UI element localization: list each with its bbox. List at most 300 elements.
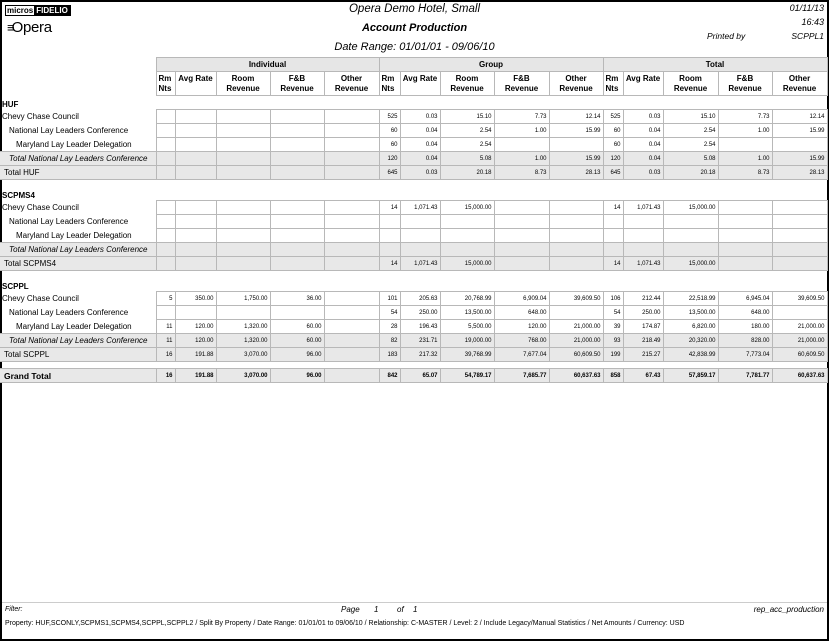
cell-grp-rm-nts: 14 xyxy=(379,257,400,271)
cell-ind-room-revenue xyxy=(216,110,270,124)
cell-tot-rm-nts: 39 xyxy=(603,320,623,334)
cell-grp-other-revenue xyxy=(549,257,603,271)
cell-grp-other-revenue: 15.99 xyxy=(549,152,603,166)
cell-ind-room-revenue xyxy=(216,257,270,271)
cell-ind-room-revenue: 3,070.00 xyxy=(216,369,270,383)
table-row xyxy=(0,306,827,320)
cell-ind-fb-revenue xyxy=(270,229,324,243)
cell-grp-room-revenue: 19,000.00 xyxy=(440,334,494,348)
cell-tot-room-revenue: 6,820.00 xyxy=(663,320,718,334)
cell-ind-other-revenue xyxy=(324,138,379,152)
row-label: Chevy Chase Council xyxy=(2,294,79,303)
cell-grp-fb-revenue: 768.00 xyxy=(494,334,549,348)
page-label: Page xyxy=(341,605,360,614)
cell-tot-other-revenue xyxy=(772,306,827,320)
col-header-line2: Revenue xyxy=(226,83,260,93)
cell-ind-rm-nts xyxy=(156,229,175,243)
cell-tot-other-revenue: 28.13 xyxy=(772,166,827,180)
cell-tot-room-revenue: 2.54 xyxy=(663,138,718,152)
cell-ind-rm-nts xyxy=(156,257,175,271)
cell-ind-avg-rate xyxy=(175,243,216,257)
footer-divider xyxy=(2,602,827,603)
col-header-line2: Revenue xyxy=(559,83,593,93)
row-label: National Lay Leaders Conference xyxy=(9,308,129,317)
cell-grp-avg-rate xyxy=(400,215,440,229)
cell-ind-fb-revenue xyxy=(270,138,324,152)
col-header-group-other-revenue xyxy=(549,72,603,96)
cell-grp-room-revenue: 5,500.00 xyxy=(440,320,494,334)
col-header-total-room-revenue xyxy=(663,72,718,96)
cell-ind-fb-revenue: 60.00 xyxy=(270,320,324,334)
cell-tot-avg-rate: 212.44 xyxy=(623,292,663,306)
page-of-label: of xyxy=(397,605,404,614)
cell-grp-room-revenue: 15,000.00 xyxy=(440,201,494,215)
section-header-row xyxy=(0,278,827,292)
cell-grp-avg-rate: 65.07 xyxy=(400,369,440,383)
cell-tot-other-revenue xyxy=(772,215,827,229)
cell-tot-fb-revenue xyxy=(718,215,772,229)
cell-tot-fb-revenue xyxy=(718,243,772,257)
cell-grp-fb-revenue xyxy=(494,138,549,152)
cell-tot-other-revenue: 15.99 xyxy=(772,152,827,166)
cell-ind-rm-nts xyxy=(156,138,175,152)
cell-ind-avg-rate xyxy=(175,110,216,124)
row-label: Total SCPMS4 xyxy=(0,257,156,271)
col-header-group-avg-rate xyxy=(400,72,440,96)
group-header-row xyxy=(0,58,827,72)
cell-grp-rm-nts: 14 xyxy=(379,201,400,215)
col-header-total-avg-rate xyxy=(623,72,663,96)
group-header-total: Total xyxy=(603,58,827,72)
cell-ind-avg-rate: 191.88 xyxy=(175,369,216,383)
grand-total-row xyxy=(0,369,827,383)
report-body xyxy=(0,96,827,383)
cell-ind-room-revenue xyxy=(216,243,270,257)
cell-tot-rm-nts: 106 xyxy=(603,292,623,306)
opera-wing-icon: ≡ xyxy=(7,20,12,35)
cell-ind-avg-rate xyxy=(175,229,216,243)
cell-tot-avg-rate: 215.27 xyxy=(623,348,663,362)
cell-ind-fb-revenue xyxy=(270,257,324,271)
row-label: Chevy Chase Council xyxy=(2,112,79,121)
row-label: Maryland Lay Leader Delegation xyxy=(16,230,132,240)
table-row xyxy=(0,229,827,243)
cell-grp-other-revenue xyxy=(549,243,603,257)
cell-tot-rm-nts xyxy=(603,215,623,229)
cell-grp-avg-rate: 250.00 xyxy=(400,306,440,320)
printed-by-user: SCPPL1 xyxy=(791,31,824,41)
cell-grp-rm-nts: 525 xyxy=(379,110,400,124)
cell-tot-fb-revenue xyxy=(718,229,772,243)
cell-grp-avg-rate: 0.03 xyxy=(400,110,440,124)
cell-tot-room-revenue: 13,500.00 xyxy=(663,306,718,320)
cell-ind-fb-revenue xyxy=(270,215,324,229)
cell-grp-fb-revenue: 648.00 xyxy=(494,306,549,320)
col-header-line1: Avg Rate xyxy=(402,74,438,83)
cell-ind-fb-revenue: 60.00 xyxy=(270,334,324,348)
row-label: Maryland Lay Leader Delegation xyxy=(16,321,132,331)
row-label: National Lay Leaders Conference xyxy=(9,217,129,226)
cell-ind-avg-rate: 120.00 xyxy=(175,334,216,348)
cell-tot-room-revenue: 22,518.99 xyxy=(663,292,718,306)
cell-ind-rm-nts xyxy=(156,215,175,229)
page-number: 1 xyxy=(374,605,379,614)
cell-ind-other-revenue xyxy=(324,229,379,243)
print-time: 16:43 xyxy=(801,17,824,27)
cell-tot-other-revenue: 21,000.00 xyxy=(772,320,827,334)
table-row xyxy=(0,110,827,124)
cell-ind-rm-nts: 16 xyxy=(156,348,175,362)
cell-tot-avg-rate xyxy=(623,229,663,243)
cell-ind-rm-nts xyxy=(156,110,175,124)
row-label: National Lay Leaders Conference xyxy=(9,126,129,135)
cell-grp-rm-nts: 60 xyxy=(379,138,400,152)
cell-tot-avg-rate xyxy=(623,215,663,229)
cell-grp-room-revenue: 20.18 xyxy=(440,166,494,180)
cell-tot-avg-rate: 218.49 xyxy=(623,334,663,348)
col-header-group-room-revenue xyxy=(440,72,494,96)
col-header-total-other-revenue xyxy=(772,72,827,96)
cell-ind-other-revenue xyxy=(324,320,379,334)
col-header-line2: Nts xyxy=(158,83,172,93)
cell-tot-room-revenue: 20,320.00 xyxy=(663,334,718,348)
cell-grp-other-revenue: 21,000.00 xyxy=(549,320,603,334)
col-header-individual-room-revenue xyxy=(216,72,270,96)
cell-grp-avg-rate: 0.04 xyxy=(400,138,440,152)
cell-ind-other-revenue xyxy=(324,243,379,257)
report-name: rep_acc_production xyxy=(753,605,824,614)
col-header-line2: Revenue xyxy=(782,83,817,93)
cell-grp-avg-rate: 0.03 xyxy=(400,166,440,180)
subtotal-row xyxy=(0,152,827,166)
col-header-line2: Revenue xyxy=(728,83,762,93)
cell-grp-avg-rate: 231.71 xyxy=(400,334,440,348)
cell-ind-rm-nts xyxy=(156,166,175,180)
cell-grp-room-revenue: 15,000.00 xyxy=(440,257,494,271)
cell-grp-other-revenue: 12.14 xyxy=(549,110,603,124)
cell-ind-avg-rate xyxy=(175,201,216,215)
cell-tot-avg-rate: 0.03 xyxy=(623,110,663,124)
date-range: Date Range: 01/01/01 - 09/06/10 xyxy=(334,41,495,53)
cell-ind-other-revenue xyxy=(324,166,379,180)
cell-ind-room-revenue xyxy=(216,138,270,152)
cell-grp-avg-rate: 1,071.43 xyxy=(400,257,440,271)
cell-grp-avg-rate: 217.32 xyxy=(400,348,440,362)
cell-grp-rm-nts: 54 xyxy=(379,306,400,320)
cell-tot-fb-revenue xyxy=(718,257,772,271)
col-header-line1: Rm xyxy=(381,73,395,83)
cell-tot-other-revenue: 39,609.50 xyxy=(772,292,827,306)
table-row xyxy=(0,201,827,215)
cell-grp-other-revenue xyxy=(549,138,603,152)
cell-tot-fb-revenue: 7.73 xyxy=(718,110,772,124)
col-header-line1: Rm xyxy=(158,73,172,83)
cell-ind-room-revenue: 3,070.00 xyxy=(216,348,270,362)
cell-tot-room-revenue: 15.10 xyxy=(663,110,718,124)
cell-grp-avg-rate: 196.43 xyxy=(400,320,440,334)
cell-grp-fb-revenue: 8.73 xyxy=(494,166,549,180)
cell-grp-fb-revenue: 120.00 xyxy=(494,320,549,334)
col-header-individual-rm-nts xyxy=(156,72,175,96)
cell-grp-fb-revenue: 7,677.04 xyxy=(494,348,549,362)
cell-grp-rm-nts: 28 xyxy=(379,320,400,334)
col-header-line2: Nts xyxy=(605,83,619,93)
section-header-row xyxy=(0,187,827,201)
col-header-group-rm-nts xyxy=(379,72,400,96)
table-row xyxy=(0,292,827,306)
cell-grp-room-revenue: 13,500.00 xyxy=(440,306,494,320)
spacer-cell xyxy=(0,362,827,369)
cell-ind-fb-revenue: 36.00 xyxy=(270,292,324,306)
cell-ind-room-revenue xyxy=(216,215,270,229)
cell-ind-room-revenue: 1,750.00 xyxy=(216,292,270,306)
cell-tot-avg-rate: 0.04 xyxy=(623,138,663,152)
cell-ind-fb-revenue xyxy=(270,201,324,215)
cell-ind-room-revenue xyxy=(216,201,270,215)
cell-grp-other-revenue: 60,637.63 xyxy=(549,369,603,383)
cell-tot-fb-revenue: 828.00 xyxy=(718,334,772,348)
row-label: Total National Lay Leaders Conference xyxy=(0,334,156,348)
cell-ind-rm-nts xyxy=(156,152,175,166)
cell-tot-rm-nts: 14 xyxy=(603,257,623,271)
cell-grp-rm-nts: 183 xyxy=(379,348,400,362)
col-header-line1: F&B xyxy=(288,73,306,83)
cell-grp-other-revenue: 15.99 xyxy=(549,124,603,138)
account-production-table xyxy=(0,57,828,383)
cell-tot-rm-nts: 93 xyxy=(603,334,623,348)
cell-grp-other-revenue xyxy=(549,201,603,215)
column-header-row xyxy=(0,72,827,96)
cell-grp-rm-nts xyxy=(379,215,400,229)
cell-grp-room-revenue xyxy=(440,229,494,243)
cell-tot-fb-revenue: 1.00 xyxy=(718,152,772,166)
spacer-cell xyxy=(0,180,827,187)
spacer-row xyxy=(0,271,827,278)
printed-by-label: Printed by xyxy=(707,31,746,41)
col-header-line1: Avg Rate xyxy=(178,74,213,83)
cell-ind-other-revenue xyxy=(324,306,379,320)
section-title: SCPPL xyxy=(2,281,29,291)
cell-grp-other-revenue: 60,609.50 xyxy=(549,348,603,362)
cell-ind-rm-nts xyxy=(156,124,175,138)
col-header-line2: Revenue xyxy=(334,83,369,93)
section-title: HUF xyxy=(2,100,19,109)
cell-tot-room-revenue: 2.54 xyxy=(663,124,718,138)
cell-ind-fb-revenue xyxy=(270,166,324,180)
total-row xyxy=(0,257,827,271)
cell-tot-other-revenue xyxy=(772,257,827,271)
cell-ind-avg-rate xyxy=(175,152,216,166)
cell-ind-room-revenue xyxy=(216,152,270,166)
cell-tot-rm-nts: 199 xyxy=(603,348,623,362)
cell-tot-fb-revenue: 6,945.04 xyxy=(718,292,772,306)
cell-ind-other-revenue xyxy=(324,110,379,124)
cell-ind-avg-rate xyxy=(175,257,216,271)
cell-tot-room-revenue xyxy=(663,215,718,229)
cell-ind-avg-rate: 350.00 xyxy=(175,292,216,306)
col-header-line2: Nts xyxy=(381,83,395,93)
cell-grp-other-revenue xyxy=(549,306,603,320)
group-header-group: Group xyxy=(379,58,603,72)
cell-tot-fb-revenue: 648.00 xyxy=(718,306,772,320)
col-header-individual-other-revenue xyxy=(324,72,379,96)
cell-ind-fb-revenue xyxy=(270,110,324,124)
cell-grp-rm-nts xyxy=(379,243,400,257)
cell-ind-fb-revenue xyxy=(270,124,324,138)
cell-ind-avg-rate xyxy=(175,138,216,152)
cell-grp-room-revenue: 54,789.17 xyxy=(440,369,494,383)
table-row xyxy=(0,124,827,138)
cell-tot-rm-nts: 120 xyxy=(603,152,623,166)
col-header-individual-avg-rate xyxy=(175,72,216,96)
cell-tot-rm-nts: 14 xyxy=(603,201,623,215)
cell-tot-avg-rate: 0.03 xyxy=(623,166,663,180)
cell-grp-rm-nts: 60 xyxy=(379,124,400,138)
cell-grp-room-revenue: 20,768.99 xyxy=(440,292,494,306)
cell-ind-room-revenue xyxy=(216,229,270,243)
cell-grp-other-revenue xyxy=(549,229,603,243)
grand-total-label: Grand Total xyxy=(0,369,156,383)
cell-ind-rm-nts xyxy=(156,243,175,257)
cell-grp-fb-revenue xyxy=(494,229,549,243)
col-header-line1: F&B xyxy=(513,73,530,83)
row-label: Total National Lay Leaders Conference xyxy=(0,152,156,166)
cell-grp-rm-nts xyxy=(379,229,400,243)
cell-tot-avg-rate: 0.04 xyxy=(623,124,663,138)
filter-label: Filter: xyxy=(5,606,23,613)
cell-ind-avg-rate: 120.00 xyxy=(175,320,216,334)
opera-logo-text: Opera xyxy=(11,19,52,36)
cell-ind-other-revenue xyxy=(324,215,379,229)
cell-grp-avg-rate xyxy=(400,243,440,257)
fidelio-logo-text: FIDELIO xyxy=(36,6,68,15)
total-row xyxy=(0,348,827,362)
cell-tot-rm-nts: 525 xyxy=(603,110,623,124)
cell-ind-other-revenue xyxy=(324,152,379,166)
cell-grp-fb-revenue xyxy=(494,243,549,257)
subtotal-row xyxy=(0,334,827,348)
cell-grp-avg-rate: 1,071.43 xyxy=(400,201,440,215)
col-header-line1: Rm xyxy=(605,73,619,83)
cell-grp-room-revenue: 2.54 xyxy=(440,138,494,152)
cell-tot-room-revenue: 15,000.00 xyxy=(663,257,718,271)
col-header-line2: Revenue xyxy=(280,83,314,93)
col-header-line1: Avg Rate xyxy=(625,74,661,83)
col-header-line1: Other xyxy=(788,73,811,83)
cell-tot-avg-rate: 1,071.43 xyxy=(623,257,663,271)
col-header-total-fb-revenue xyxy=(718,72,772,96)
blank-header-cell xyxy=(0,72,156,96)
cell-ind-other-revenue xyxy=(324,292,379,306)
cell-ind-avg-rate xyxy=(175,166,216,180)
cell-tot-other-revenue xyxy=(772,138,827,152)
cell-ind-other-revenue xyxy=(324,334,379,348)
cell-tot-avg-rate: 67.43 xyxy=(623,369,663,383)
cell-tot-room-revenue xyxy=(663,229,718,243)
report-parameters: Property: HUF,SCONLY,SCPMS1,SCPMS4,SCPPL,SCPPL2 / Split By Property / Date Range: 01/01/01 to 09/06/10 / Relationship: C-MASTER / Level: 2 / Include Legacy/Manual Statistics / Net Amounts / Currency: USD xyxy=(5,620,685,627)
cell-tot-avg-rate: 250.00 xyxy=(623,306,663,320)
cell-grp-fb-revenue: 6,909.04 xyxy=(494,292,549,306)
cell-ind-fb-revenue xyxy=(270,243,324,257)
cell-ind-avg-rate xyxy=(175,306,216,320)
col-header-total-rm-nts xyxy=(603,72,623,96)
cell-tot-rm-nts: 60 xyxy=(603,138,623,152)
cell-tot-other-revenue: 60,609.50 xyxy=(772,348,827,362)
cell-grp-rm-nts: 842 xyxy=(379,369,400,383)
cell-ind-room-revenue xyxy=(216,124,270,138)
cell-grp-fb-revenue: 7.73 xyxy=(494,110,549,124)
col-header-individual-fb-revenue xyxy=(270,72,324,96)
col-header-line1: Other xyxy=(565,73,587,83)
cell-ind-fb-revenue: 96.00 xyxy=(270,369,324,383)
col-header-group-fb-revenue xyxy=(494,72,549,96)
cell-grp-avg-rate: 205.63 xyxy=(400,292,440,306)
spacer-row xyxy=(0,362,827,369)
col-header-line1: F&B xyxy=(736,73,754,83)
cell-ind-other-revenue xyxy=(324,348,379,362)
cell-grp-fb-revenue xyxy=(494,201,549,215)
cell-grp-fb-revenue xyxy=(494,215,549,229)
hotel-name: Opera Demo Hotel, Small xyxy=(348,3,481,15)
cell-tot-other-revenue: 15.99 xyxy=(772,124,827,138)
cell-grp-rm-nts: 645 xyxy=(379,166,400,180)
section-title: SCPMS4 xyxy=(2,190,35,200)
col-header-line1: Room xyxy=(455,73,479,83)
cell-ind-rm-nts: 11 xyxy=(156,334,175,348)
cell-tot-room-revenue: 20.18 xyxy=(663,166,718,180)
cell-tot-other-revenue xyxy=(772,243,827,257)
cell-ind-fb-revenue: 96.00 xyxy=(270,348,324,362)
cell-ind-rm-nts: 16 xyxy=(156,369,175,383)
page-total: 1 xyxy=(413,605,418,614)
col-header-line2: Revenue xyxy=(450,83,484,93)
cell-grp-avg-rate: 0.04 xyxy=(400,124,440,138)
row-label: Chevy Chase Council xyxy=(2,203,79,212)
cell-tot-avg-rate: 1,071.43 xyxy=(623,201,663,215)
cell-tot-rm-nts: 60 xyxy=(603,124,623,138)
cell-ind-rm-nts xyxy=(156,201,175,215)
cell-ind-room-revenue xyxy=(216,166,270,180)
cell-ind-rm-nts xyxy=(156,306,175,320)
cell-grp-room-revenue: 5.08 xyxy=(440,152,494,166)
cell-tot-other-revenue: 21,000.00 xyxy=(772,334,827,348)
cell-tot-avg-rate xyxy=(623,243,663,257)
section-header-row xyxy=(0,96,827,110)
row-label: Total National Lay Leaders Conference xyxy=(0,243,156,257)
cell-tot-rm-nts: 858 xyxy=(603,369,623,383)
cell-tot-room-revenue: 5.08 xyxy=(663,152,718,166)
cell-ind-room-revenue: 1,320.00 xyxy=(216,334,270,348)
col-header-line1: Room xyxy=(231,73,255,83)
cell-tot-rm-nts: 54 xyxy=(603,306,623,320)
micros-logo-text: micros xyxy=(7,6,34,15)
cell-ind-other-revenue xyxy=(324,257,379,271)
cell-tot-fb-revenue xyxy=(718,201,772,215)
cell-grp-fb-revenue: 1.00 xyxy=(494,152,549,166)
cell-grp-avg-rate xyxy=(400,229,440,243)
report-title: Account Production xyxy=(361,22,468,34)
col-header-line2: Revenue xyxy=(504,83,539,93)
spacer-cell xyxy=(0,271,827,278)
blank-header-cell xyxy=(0,58,156,72)
cell-tot-rm-nts: 645 xyxy=(603,166,623,180)
cell-grp-other-revenue: 39,609.50 xyxy=(549,292,603,306)
row-label: Maryland Lay Leader Delegation xyxy=(16,139,132,149)
cell-grp-rm-nts: 120 xyxy=(379,152,400,166)
cell-ind-rm-nts: 5 xyxy=(156,292,175,306)
cell-ind-other-revenue xyxy=(324,369,379,383)
cell-grp-room-revenue xyxy=(440,215,494,229)
